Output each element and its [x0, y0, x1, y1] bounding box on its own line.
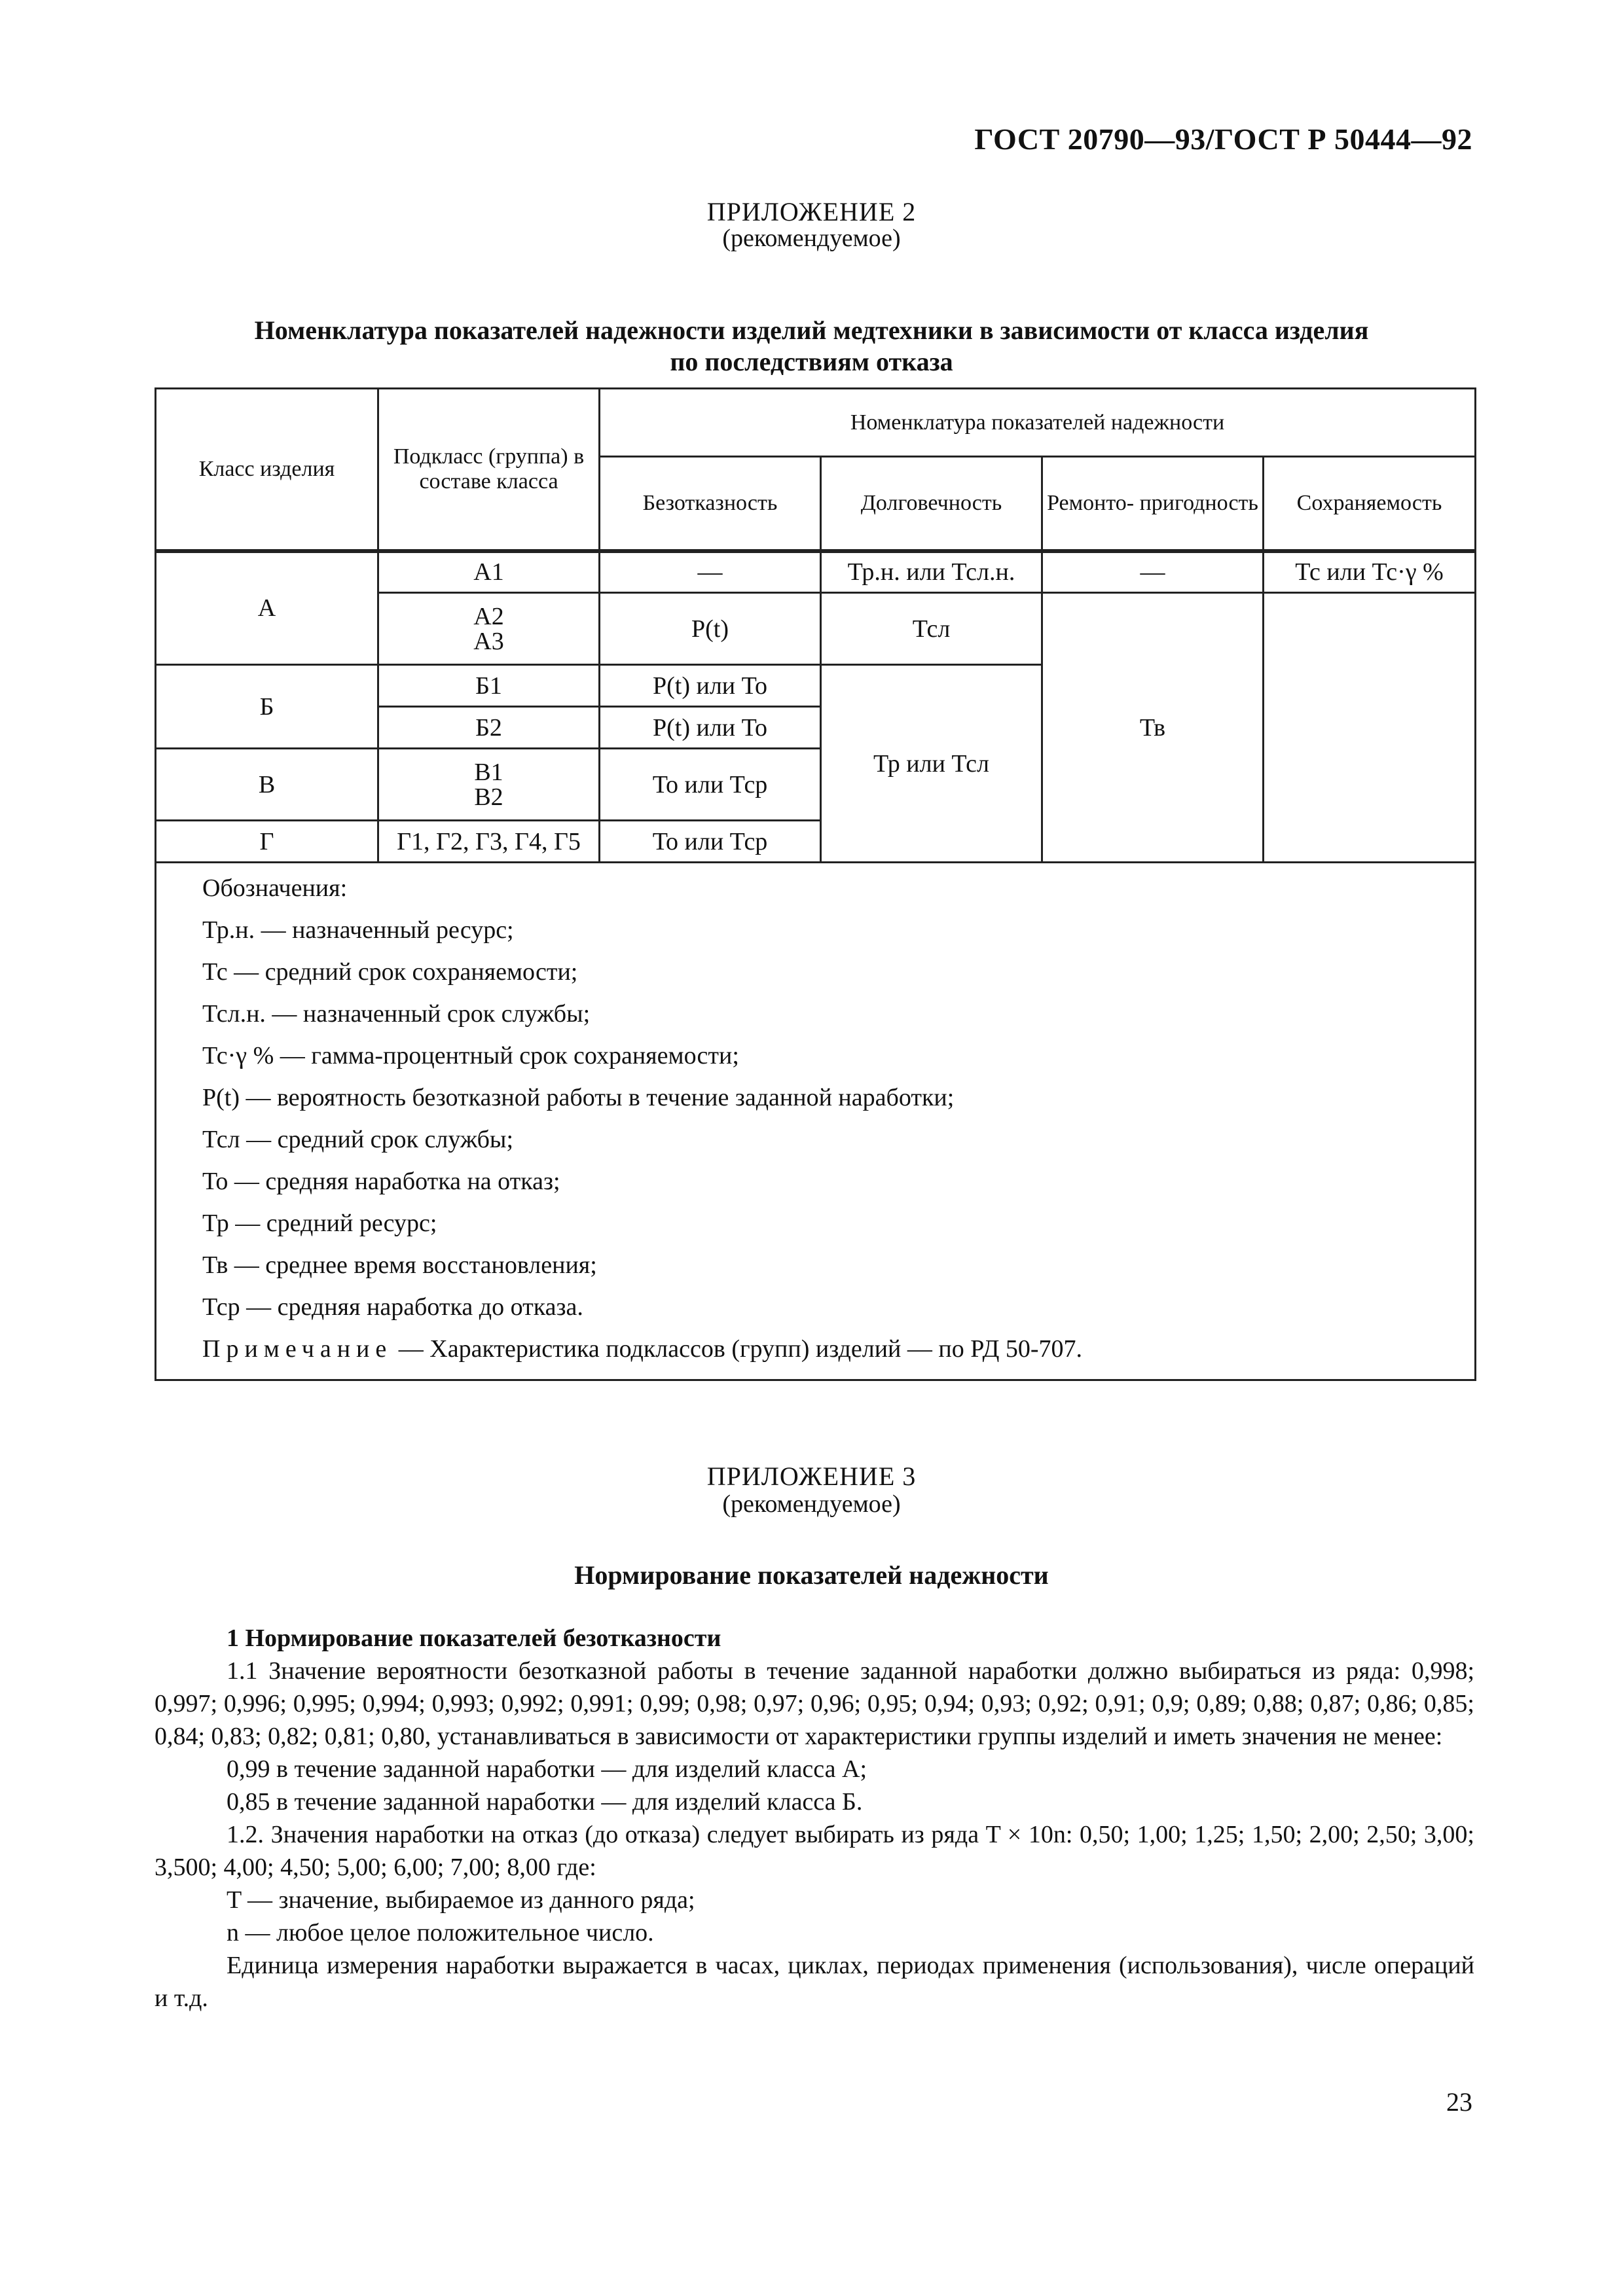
reliability-nomenclature-table [155, 387, 1476, 1381]
paragraph-1-2a: T — значение, выбираемое из данного ряда; [227, 1886, 695, 1914]
a23-reliability: P(t) [600, 593, 821, 665]
legend-title: Обозначения: [202, 874, 348, 902]
header-subclass: Подкласс (группа) в составе класса [378, 389, 600, 551]
v-reliability: То или Тср [600, 749, 821, 821]
appendix3-body [155, 1622, 1474, 2015]
a1-storability: Тс или Тс·γ % [1264, 551, 1476, 593]
appendix3-subtitle: (рекомендуемое) [722, 1490, 901, 1518]
header-repairability: Ремонто- пригодность [1042, 457, 1264, 551]
subclass-b1: Б1 [378, 665, 600, 707]
a1-repairability: — [1042, 551, 1264, 593]
legend-item: Тр — средний ресурс; [202, 1210, 437, 1237]
legend-item: Тс — средний срок сохраняемости; [202, 958, 578, 986]
subclass-a2: А2 [473, 602, 504, 630]
legend-cell [156, 863, 1476, 1380]
subclass-a1: А1 [378, 551, 600, 593]
bvg-durability: Тр или Тсл [821, 665, 1042, 863]
a1-durability: Тр.н. или Тсл.н. [821, 551, 1042, 593]
subclass-b2: Б2 [378, 707, 600, 749]
subclass-v1-v2 [378, 749, 600, 821]
subclass-v1: В1 [474, 758, 503, 786]
note-text: — Характеристика подклассов (групп) изделий — по РД 50-707. [398, 1335, 1083, 1363]
paragraph-1-1a: 0,99 в течение заданной наработки — для изделий класса А; [227, 1755, 867, 1783]
subclass-g-groups: Г1, Г2, Г3, Г4, Г5 [378, 821, 600, 863]
note-label: Примечание [202, 1335, 393, 1363]
header-durability: Долговечность [821, 457, 1042, 551]
appendix2-heading-line2: по последствиям отказа [670, 347, 953, 376]
legend-item: P(t) — вероятность безотказной работы в течение заданной наработки; [202, 1084, 955, 1111]
page-number: 23 [1446, 2087, 1472, 2117]
legend-item: То — средняя наработка на отказ; [202, 1168, 560, 1195]
class-b-cell: Б [156, 665, 378, 749]
appendix2-heading-line1: Номенклатура показателей надежности изделий медтехники в зависимости от класса изделия [254, 315, 1369, 345]
subclass-v2: В2 [474, 783, 503, 811]
appendix2-title: ПРИЛОЖЕНИЕ 2 [706, 197, 917, 226]
legend-item: Тср — средняя наработка до отказа. [202, 1293, 583, 1321]
section1-heading: 1 Нормирование показателей безотказности [227, 1624, 721, 1652]
appendix3-title: ПРИЛОЖЕНИЕ 3 [706, 1462, 917, 1491]
g-reliability: То или Тср [600, 821, 821, 863]
paragraph-1-1: 1.1 Значение вероятности безотказной работы в течение заданной наработки должно выбираться из ряда: 0,998; 0,997; 0,996; 0,995; 0,994; 0,993; 0,992; 0,991; 0,99; 0,98; 0,97; 0,96; 0,95; 0,94; 0,93; 0,92; 0,91; 0,9; 0,89; 0,88; 0,87; 0,86; 0,85; 0,84; 0,83; 0,82; 0,81; 0,80, устанавливаться в зависимости от характеристики группы изделий и иметь значения не менее: [155, 1657, 1474, 1750]
legend-note [202, 1328, 1474, 1370]
class-v-cell: В [156, 749, 378, 821]
paragraph-1-2: 1.2. Значения наработки на отказ (до отказа) следует выбирать из ряда T × 10n: 0,50; 1,00; 1,25; 1,50; 2,00; 2,50; 3,00; 3,500; 4,00; 4,50; 5,00; 6,00; 7,00; 8,00 где: [155, 1821, 1474, 1881]
class-g-cell: Г [156, 821, 378, 863]
appendix3-heading: Нормирование показателей надежности [574, 1560, 1049, 1590]
document-header: ГОСТ 20790—93/ГОСТ Р 50444—92 [974, 122, 1472, 156]
subclass-a3: А3 [473, 627, 504, 655]
header-reliability: Безотказность [600, 457, 821, 551]
b2-reliability: P(t) или То [600, 707, 821, 749]
storability-empty [1264, 593, 1476, 863]
subclass-a2-a3 [378, 593, 600, 665]
a1-reliability: — [600, 551, 821, 593]
a23-durability: Тсл [821, 593, 1042, 665]
legend-item: Тсл.н. — назначенный срок службы; [202, 1000, 591, 1028]
header-storability: Сохраняемость [1264, 457, 1476, 551]
header-nomenclature: Номенклатура показателей надежности [600, 389, 1476, 457]
class-a-cell: А [156, 551, 378, 665]
header-class: Класс изделия [156, 389, 378, 551]
legend-item: Тв — среднее время восстановления; [202, 1251, 597, 1279]
legend-item: Тс·γ % — гамма-процентный срок сохраняемости; [202, 1042, 739, 1069]
paragraph-1-2b: n — любое целое положительное число. [227, 1919, 654, 1946]
b1-reliability: P(t) или То [600, 665, 821, 707]
paragraph-1-1b: 0,85 в течение заданной наработки — для изделий класса Б. [227, 1788, 863, 1816]
legend-item: Тсл — средний срок службы; [202, 1126, 513, 1153]
legend-item: Тр.н. — назначенный ресурс; [202, 916, 514, 944]
paragraph-1-3: Единица измерения наработки выражается в часах, циклах, периодах применения (использования), числе операций и т.д. [155, 1952, 1474, 2012]
appendix2-subtitle: (рекомендуемое) [722, 224, 901, 252]
repairability-merged: Тв [1042, 593, 1264, 863]
